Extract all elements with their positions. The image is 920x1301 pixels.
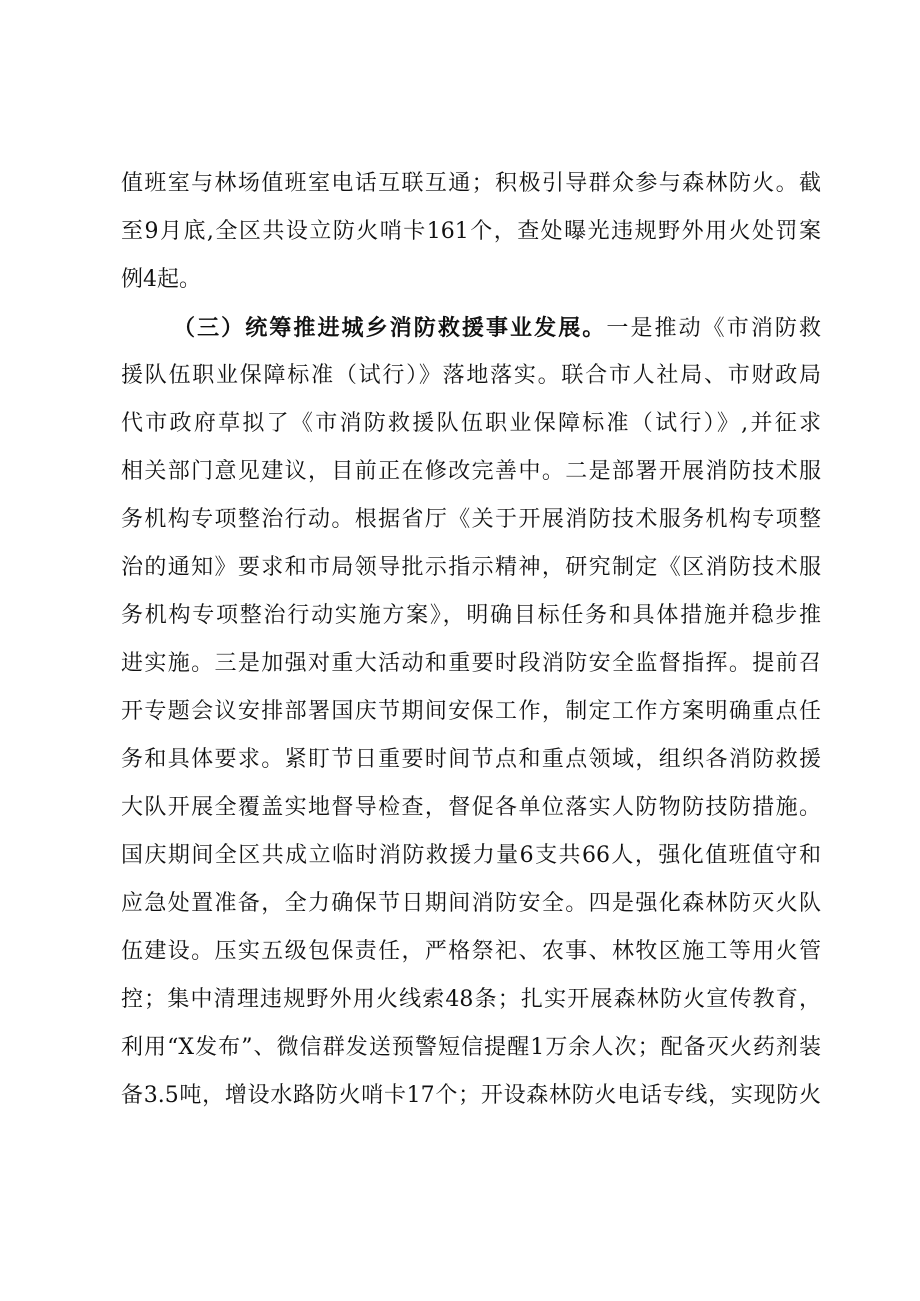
body-line-20: 备3.5吨，增设水路防火哨卡17个；开设森林防火电话专线，实现防火 [121, 1083, 821, 1108]
body-line-17: 伍建设。压实五级包保责任，严格祭祀、农事、林牧区施工等用火管 [121, 939, 821, 964]
document-body [121, 160, 821, 1120]
body-line-18: 控；集中清理违规野外用火线索48条；扎实开展森林防火宣传教育， [121, 987, 821, 1012]
body-line-2: 至9月底,全区共设立防火哨卡161个，查处曝光违规野外用火处罚案 [121, 219, 821, 244]
body-line-16: 应急处置准备，全力确保节日期间消防安全。四是强化森林防灭火队 [121, 891, 821, 916]
body-line-13: 务和具体要求。紧盯节日重要时间节点和重点领域，组织各消防救援 [121, 747, 821, 772]
body-line-6: 代市政府草拟了《市消防救援队伍职业保障标准（试行）》,并征求 [121, 411, 821, 436]
body-line-12: 开专题会议安排部署国庆节期间安保工作，制定工作方案明确重点任 [121, 699, 821, 724]
body-line-3: 例4起。 [121, 267, 201, 292]
body-line-1: 值班室与林场值班室电话互联互通；积极引导群众参与森林防火。截 [121, 171, 821, 196]
body-line-14: 大队开展全覆盖实地督导检查，督促各单位落实人防物防技防措施。 [121, 795, 821, 820]
body-line-11: 进实施。三是加强对重大活动和重要时段消防安全监督指挥。提前召 [121, 651, 821, 676]
section-heading-line [121, 304, 821, 352]
body-line-7: 相关部门意见建议，目前正在修改完善中。二是部署开展消防技术服 [121, 459, 821, 484]
body-line-15: 国庆期间全区共成立临时消防救援力量6支共66人，强化值班值守和 [121, 843, 821, 868]
body-line-10: 务机构专项整治行动实施方案》，明确目标任务和具体措施并稳步推 [121, 603, 821, 628]
body-line-5: 援队伍职业保障标准（试行）》落地落实。联合市人社局、市财政局 [121, 363, 821, 388]
section-heading: （三）统筹推进城乡消防救援事业发展。 [173, 315, 607, 341]
section-heading-line-rest: 一是推动《市消防救 [606, 316, 821, 341]
body-line-19: 利用“X发布”、微信群发送预警短信提醒1万余人次；配备灭火药剂装 [121, 1035, 821, 1060]
body-line-9: 治的通知》要求和市局领导批示指示精神，研究制定《区消防技术服 [121, 555, 821, 580]
body-line-8: 务机构专项整治行动。根据省厅《关于开展消防技术服务机构专项整 [121, 507, 821, 532]
